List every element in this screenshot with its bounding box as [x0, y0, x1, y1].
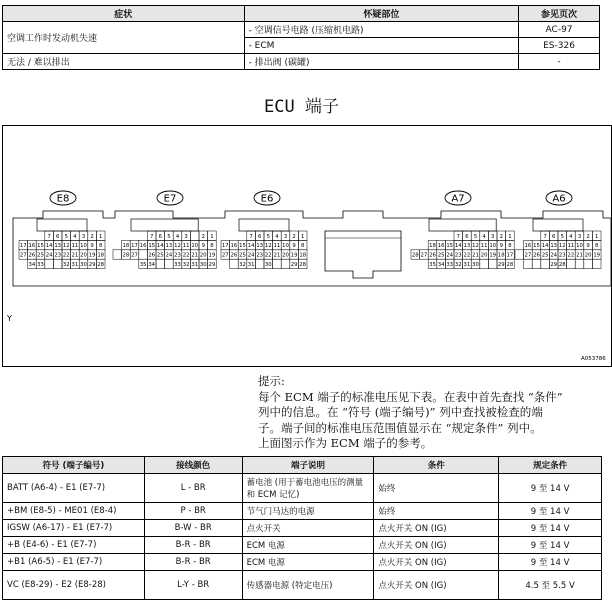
pin-number: 21	[472, 252, 479, 259]
figure-code: A053786	[581, 356, 606, 362]
pin-number: 7	[456, 233, 460, 240]
pin-number: 15	[446, 243, 454, 250]
table-row	[3, 503, 602, 520]
pin-number: 10	[191, 243, 199, 250]
area-cell: - ECM	[244, 38, 519, 54]
pin-number: 6	[258, 233, 262, 240]
pin-number: 2	[586, 233, 590, 240]
pin-number: 22	[264, 252, 272, 259]
connector-latch	[37, 219, 87, 231]
condition-cell: 点火开关 ON (IG)	[374, 571, 499, 600]
pin-number: 7	[47, 233, 51, 240]
description-cell: 蓄电池 (用于蓄电池电压的测量和 ECM 记忆)	[242, 474, 374, 503]
symbol-cell: +B (E4-6) - E1 (E7-7)	[3, 537, 145, 554]
pin-number: 30	[199, 262, 207, 268]
pin-number: 18	[97, 252, 105, 259]
pin-number: 12	[558, 243, 566, 250]
pin-number: 32	[182, 262, 190, 268]
pin-number: 28	[122, 252, 130, 259]
pin-number: 33	[37, 262, 44, 268]
pin-number: 26	[230, 252, 238, 259]
pin-number: 32	[454, 262, 462, 268]
pin-number: 3	[491, 233, 495, 240]
pin-number: 34	[437, 262, 445, 268]
pin-number: 18	[429, 243, 436, 250]
pin-number: 3	[577, 233, 582, 240]
pin-number: 6	[552, 233, 556, 240]
pin-number: 27	[524, 252, 532, 259]
pin-number: 8	[99, 243, 103, 250]
pin-number: 21	[191, 252, 199, 259]
page-cell: ES-326	[519, 38, 600, 54]
pin-number: 26	[148, 252, 156, 259]
pin-cell	[273, 259, 282, 268]
pin-number: 27	[420, 252, 428, 259]
header-suspect-area: 怀疑部位	[244, 6, 519, 22]
pin-number: 5	[266, 233, 270, 240]
table-row	[3, 571, 602, 600]
pin-number: 29	[290, 262, 298, 268]
ecm-housing	[13, 211, 611, 286]
pin-number: 17	[221, 243, 229, 250]
pin-number: 7	[543, 233, 547, 240]
pin-number: 34	[28, 262, 36, 268]
pin-number: 4	[482, 233, 486, 240]
pin-number: 10	[576, 243, 583, 250]
wire-color-cell: L - BR	[144, 474, 242, 503]
connector-label: E7	[163, 193, 177, 205]
pin-number: 28	[506, 262, 514, 268]
table-row	[3, 554, 602, 571]
spec-cell: 9 至 14 V	[499, 520, 602, 537]
connector-latch	[533, 219, 583, 231]
pin-number: 6	[158, 233, 162, 240]
pin-number: 1	[301, 233, 305, 240]
page-cell: AC-97	[519, 22, 600, 38]
pin-cell	[53, 259, 62, 268]
pin-number: 30	[80, 262, 87, 268]
hint-line: 上面图示作为 ECM 端子的参考。	[258, 436, 433, 450]
pin-number: 16	[139, 243, 147, 250]
pin-number: 8	[595, 243, 599, 250]
pin-number: 28	[558, 262, 566, 268]
symptom-cell: 无法 / 难以排出	[3, 54, 245, 70]
header-condition: 条件	[374, 457, 499, 474]
pin-number: 19	[208, 252, 216, 259]
description-cell: ECM 电源	[242, 554, 374, 571]
pin-number: 19	[290, 252, 298, 259]
pin-cell	[45, 259, 54, 268]
pin-number: 25	[156, 252, 164, 259]
pin-number: 6	[56, 233, 60, 240]
pin-number: 2	[201, 233, 205, 240]
pin-number: 15	[239, 243, 246, 250]
header-reference-page: 参见页次	[519, 6, 600, 22]
wire-color-cell: B-W - BR	[144, 520, 242, 537]
pin-number: 31	[247, 262, 255, 268]
spec-cell: 4.5 至 5.5 V	[499, 571, 602, 600]
symbol-cell: IGSW (A6-17) - E1 (E7-7)	[3, 520, 145, 537]
description-cell: 点火开关	[242, 520, 374, 537]
connector-label: E6	[260, 193, 274, 205]
pin-number: 3	[283, 233, 288, 240]
pin-number: 13	[463, 243, 471, 250]
pin-number: 22	[182, 252, 190, 259]
pin-number: 5	[560, 233, 564, 240]
pin-number: 26	[429, 252, 436, 259]
pin-cell	[532, 259, 541, 268]
symbol-cell: +BM (E8-5) - ME01 (E8-4)	[3, 503, 145, 520]
pin-number: 23	[558, 252, 566, 259]
area-cell: - 排出阀 (碳罐)	[244, 54, 519, 70]
pin-number: 12	[264, 243, 272, 250]
pin-number: 14	[454, 243, 462, 250]
pin-number: 13	[256, 243, 264, 250]
pin-number: 2	[499, 233, 503, 240]
hint-label: 提示:	[258, 374, 285, 388]
symbol-cell: +B1 (A6-5) - E1 (E7-7)	[3, 554, 145, 571]
connector-latch	[429, 219, 496, 231]
pin-number: 28	[411, 252, 419, 259]
wire-color-cell: P - BR	[144, 503, 242, 520]
pin-number: 14	[45, 243, 53, 250]
pin-number: 7	[150, 233, 154, 240]
connector-illustration	[3, 126, 611, 366]
pin-number: 3	[81, 233, 86, 240]
pin-number: 18	[122, 243, 130, 250]
pin-cell	[515, 250, 524, 259]
pin-cell	[113, 250, 122, 259]
pin-number: 33	[174, 262, 181, 268]
pin-number: 9	[586, 243, 590, 250]
pin-cell	[575, 259, 584, 268]
pin-number: 24	[550, 252, 558, 259]
pin-number: 16	[230, 243, 238, 250]
pin-number: 20	[282, 252, 289, 259]
pin-number: 19	[88, 252, 96, 259]
pin-number: 28	[299, 262, 307, 268]
header-symptom: 症状	[3, 6, 245, 22]
pin-number: 4	[275, 233, 279, 240]
description-cell: 节气门马达的电源	[242, 503, 374, 520]
pin-number: 25	[37, 252, 44, 259]
pin-number: 30	[264, 262, 272, 268]
connector-latch	[239, 219, 289, 231]
pin-number: 24	[247, 252, 255, 259]
pin-cell	[541, 259, 550, 268]
pin-number: 20	[480, 252, 488, 259]
pin-number: 23	[54, 252, 62, 259]
spec-cell: 9 至 14 V	[499, 474, 602, 503]
pin-number: 12	[472, 243, 479, 250]
condition-cell: 始终	[374, 474, 499, 503]
symptom-table	[2, 5, 600, 70]
symptom-table-header	[3, 6, 600, 22]
pin-number: 7	[249, 233, 253, 240]
pin-number: 21	[273, 252, 281, 259]
pin-number: 19	[593, 252, 601, 259]
symbol-cell: BATT (A6-4) - E1 (E7-7)	[3, 474, 145, 503]
pin-number: 9	[292, 243, 296, 250]
condition-cell: 点火开关 ON (IG)	[374, 520, 499, 537]
wire-color-cell: B-R - BR	[144, 537, 242, 554]
pin-number: 4	[73, 233, 77, 240]
pin-number: 12	[62, 243, 70, 250]
connector-label: A6	[552, 193, 566, 205]
pin-number: 8	[210, 243, 214, 250]
pin-number: 19	[489, 252, 497, 259]
pin-number: 11	[182, 243, 190, 250]
pin-number: 10	[80, 243, 87, 250]
pin-number: 33	[446, 262, 454, 268]
pin-number: 15	[37, 243, 44, 250]
header-description: 端子说明	[242, 457, 374, 474]
pin-number: 31	[71, 262, 79, 268]
pin-number: 26	[28, 252, 36, 259]
pin-number: 31	[191, 262, 199, 268]
table-row	[3, 520, 602, 537]
pin-cell	[165, 259, 174, 268]
pin-number: 3	[184, 233, 188, 240]
connector-label: A7	[451, 193, 465, 205]
pin-cell	[190, 231, 199, 240]
table-row	[3, 474, 602, 503]
wire-color-cell: L-Y - BR	[144, 571, 242, 600]
pin-number: 22	[567, 252, 575, 259]
connector-label: E8	[56, 193, 70, 205]
pin-number: 15	[148, 243, 156, 250]
pin-number: 27	[19, 252, 27, 259]
header-wire-color: 接线颜色	[144, 457, 242, 474]
pin-number: 18	[497, 252, 505, 259]
pin-number: 9	[499, 243, 503, 250]
pin-number: 28	[97, 262, 105, 268]
pin-number: 25	[239, 252, 246, 259]
pin-number: 5	[167, 233, 171, 240]
section-title: ECU 端子	[264, 97, 339, 117]
pin-number: 25	[437, 252, 445, 259]
condition-cell: 点火开关 ON (IG)	[374, 554, 499, 571]
pin-number: 20	[80, 252, 87, 259]
hint-line: 每个 ECM 端子的标准电压见下表。在表中首先查找 “条件”	[258, 389, 563, 404]
condition-cell: 始终	[374, 503, 499, 520]
pin-cell	[480, 259, 489, 268]
pin-cell	[230, 259, 239, 268]
pin-number: 26	[533, 252, 540, 259]
pin-cell	[592, 259, 601, 268]
connector-latch	[131, 219, 198, 231]
pin-number: 30	[472, 262, 479, 268]
pin-number: 10	[489, 243, 497, 250]
pin-number: 9	[201, 243, 205, 250]
pin-number: 1	[210, 233, 214, 240]
wire-color-cell: B-R - BR	[144, 554, 242, 571]
spec-cell: 9 至 14 V	[499, 537, 602, 554]
pin-number: 9	[90, 243, 94, 250]
header-spec: 规定条件	[499, 457, 602, 474]
pin-number: 13	[54, 243, 62, 250]
pin-number: 35	[429, 262, 436, 268]
pin-number: 20	[584, 252, 592, 259]
pin-number: 2	[292, 233, 296, 240]
pin-number: 24	[165, 252, 173, 259]
pin-number: 23	[454, 252, 462, 259]
ecu-connector-diagram	[2, 125, 612, 367]
pin-number: 16	[524, 243, 532, 250]
pin-number: 16	[437, 243, 445, 250]
pin-number: 14	[541, 243, 549, 250]
pin-number: 5	[64, 233, 68, 240]
pin-number: 24	[45, 252, 53, 259]
pin-number: 21	[71, 252, 79, 259]
pin-number: 29	[497, 262, 505, 268]
symbol-cell: VC (E8-29) - E2 (E8-28)	[3, 571, 145, 600]
pin-number: 14	[156, 243, 164, 250]
pin-cell	[567, 259, 576, 268]
pin-number: 29	[208, 262, 216, 268]
description-cell: ECM 电源	[242, 537, 374, 554]
pin-number: 27	[131, 252, 138, 259]
spec-cell: 9 至 14 V	[499, 554, 602, 571]
table-row	[3, 22, 600, 38]
pin-number: 29	[550, 262, 558, 268]
page-cell: -	[519, 54, 600, 70]
pin-number: 20	[199, 252, 207, 259]
pin-number: 24	[446, 252, 454, 259]
pin-number: 29	[88, 262, 96, 268]
pin-number: 16	[28, 243, 36, 250]
condition-cell: 点火开关 ON (IG)	[374, 537, 499, 554]
hint-line: 列中的信息。在 “符号 (端子编号)” 列中查找被检查的端	[258, 405, 543, 419]
pin-cell	[255, 259, 264, 268]
pin-number: 4	[175, 233, 180, 240]
pin-number: 14	[247, 243, 255, 250]
pin-number: 1	[595, 233, 599, 240]
pin-number: 17	[19, 243, 27, 250]
pin-number: 2	[90, 233, 94, 240]
pin-number: 23	[174, 252, 181, 259]
pin-number: 11	[273, 243, 281, 250]
spec-cell: 9 至 14 V	[499, 503, 602, 520]
pin-number: 17	[506, 252, 514, 259]
symptom-cell: 空调工作时发动机失速	[3, 22, 245, 54]
pin-number: 34	[148, 262, 156, 268]
pin-number: 4	[569, 233, 573, 240]
pin-number: 18	[299, 252, 307, 259]
pin-number: 27	[221, 252, 229, 259]
pin-number: 5	[473, 233, 478, 240]
pin-number: 1	[99, 233, 103, 240]
pin-number: 11	[71, 243, 79, 250]
pin-number: 8	[301, 243, 305, 250]
pin-cell	[281, 259, 290, 268]
table-row	[3, 54, 600, 70]
pin-number: 23	[256, 252, 264, 259]
pin-number: 13	[550, 243, 558, 250]
terminal-table-header	[3, 457, 602, 474]
terminal-table	[2, 456, 602, 600]
pin-cell	[584, 259, 593, 268]
pin-cell	[139, 250, 148, 259]
pin-number: 32	[62, 262, 70, 268]
pin-number: 31	[463, 262, 471, 268]
header-symbol: 符号 (端子编号)	[3, 457, 145, 474]
pin-number: 6	[465, 233, 469, 240]
pin-number: 11	[567, 243, 575, 250]
pin-number: 1	[508, 233, 512, 240]
side-letter: Y	[7, 314, 12, 323]
pin-number: 35	[139, 262, 147, 268]
area-cell: - 空调信号电路 (压缩机电路)	[244, 22, 519, 38]
pin-number: 13	[165, 243, 173, 250]
pin-cell	[488, 259, 497, 268]
pin-number: 22	[463, 252, 471, 259]
pin-number: 32	[239, 262, 246, 268]
table-row	[3, 537, 602, 554]
hint-block	[258, 374, 563, 452]
pin-cell	[156, 259, 165, 268]
description-cell: 传感器电源 (特定电压)	[242, 571, 374, 600]
pin-number: 17	[131, 243, 138, 250]
pin-number: 10	[282, 243, 289, 250]
pin-number: 22	[62, 252, 70, 259]
pin-number: 8	[508, 243, 512, 250]
pin-number: 21	[576, 252, 583, 259]
pin-number: 15	[533, 243, 540, 250]
pin-number: 12	[174, 243, 181, 250]
pin-number: 25	[541, 252, 549, 259]
pin-cell	[524, 259, 533, 268]
hint-line: 子。端子间的标准电压范围值显示在 “规定条件” 列中。	[258, 420, 542, 435]
pin-number: 11	[480, 243, 488, 250]
